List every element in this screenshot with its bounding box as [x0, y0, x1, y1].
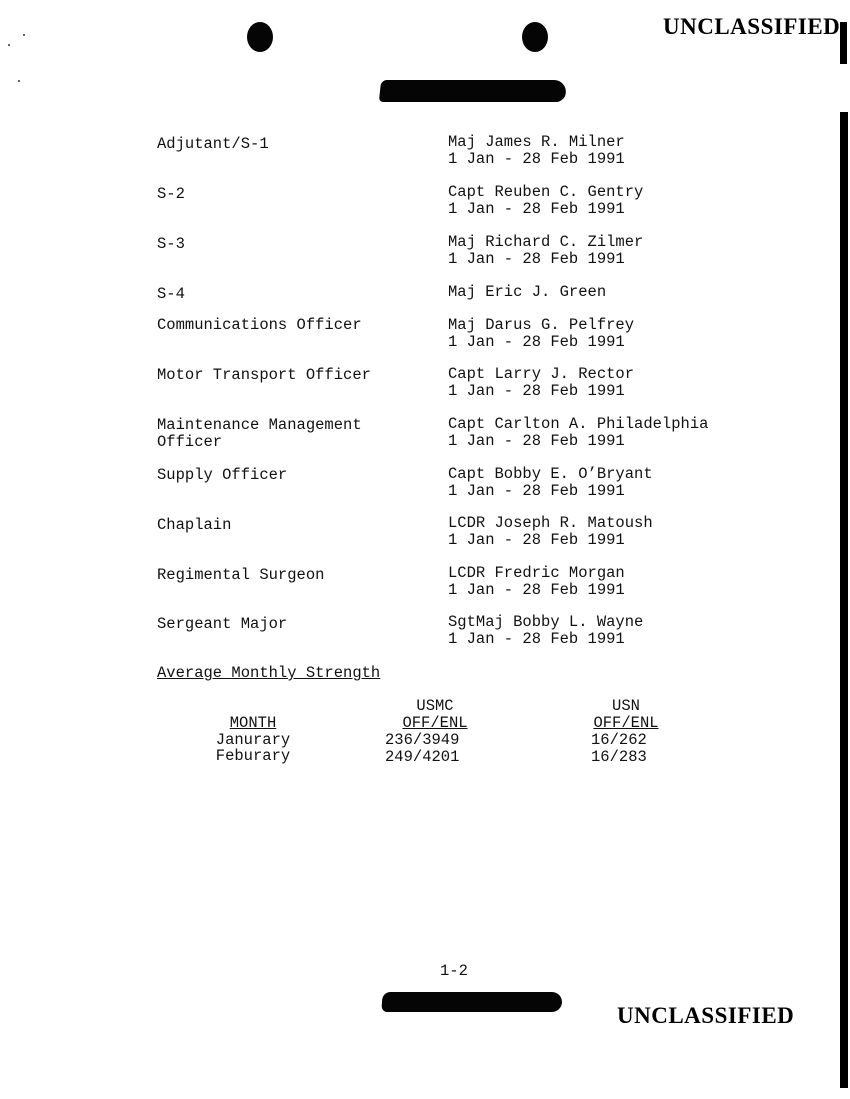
- officer-name: SgtMaj Bobby L. Wayne: [448, 613, 644, 631]
- service-period: 1 Jan - 28 Feb 1991: [448, 381, 625, 400]
- usn-column: [591, 732, 671, 765]
- service-period: 1 Jan - 28 Feb 1991: [448, 629, 625, 648]
- usmc-label: USMC: [416, 697, 454, 715]
- officer-entry: [448, 134, 768, 167]
- officer-name: Capt Bobby E. O’Bryant: [448, 465, 653, 483]
- service-period: 1 Jan - 28 Feb 1991: [448, 530, 625, 549]
- service-period: 1 Jan - 28 Feb 1991: [448, 149, 625, 168]
- officer-entry: [448, 416, 768, 449]
- officer-entry: [448, 515, 768, 548]
- officer-name: Capt Larry J. Rector: [448, 365, 635, 383]
- usn-cell: 16/262: [591, 731, 647, 749]
- scan-speck: [18, 80, 20, 82]
- officer-name: LCDR Fredric Morgan: [448, 564, 625, 582]
- officer-entry: [448, 234, 768, 267]
- usmc-column-header: [395, 698, 475, 731]
- month-cell: Janurary: [215, 730, 291, 749]
- month-cell: Feburary: [215, 747, 291, 765]
- officer-entry: [448, 565, 768, 598]
- usn-subheader: OFF/ENL: [593, 713, 659, 732]
- position-label: Maintenance Management Officer: [157, 416, 362, 451]
- officer-name: Maj Richard C. Zilmer: [448, 233, 644, 251]
- position-label: Communications Officer: [157, 316, 362, 334]
- position-label: S-2: [157, 185, 185, 203]
- officer-entry: [448, 184, 768, 217]
- service-period: 1 Jan - 28 Feb 1991: [448, 481, 625, 500]
- officer-entry: [448, 614, 768, 647]
- officer-entry: [448, 366, 768, 399]
- scan-speck: [23, 34, 25, 36]
- classification-banner-bottom: UNCLASSIFIED: [617, 1003, 795, 1028]
- officer-name: Maj James R. Milner: [448, 133, 625, 151]
- position-label: S-4: [157, 285, 185, 303]
- position-label: Chaplain: [157, 516, 232, 534]
- position-label: Regimental Surgeon: [157, 566, 325, 584]
- usn-label: USN: [612, 697, 640, 715]
- officer-name: Capt Reuben C. Gentry: [448, 183, 644, 201]
- officer-name: Capt Carlton A. Philadelphia: [448, 415, 709, 433]
- month-header: MONTH: [229, 714, 277, 732]
- usmc-column: [385, 732, 475, 765]
- position-label: Adjutant/S-1: [157, 135, 269, 153]
- punch-hole-right: [522, 22, 548, 52]
- usmc-cell: 249/4201: [385, 747, 460, 766]
- usmc-subheader: OFF/ENL: [402, 713, 468, 732]
- service-period: 1 Jan - 28 Feb 1991: [448, 199, 625, 218]
- scan-edge-bar-top: [840, 22, 847, 64]
- scan-speck: [8, 44, 10, 46]
- officer-entry: [448, 284, 768, 301]
- officer-entry: [448, 317, 768, 350]
- officer-name: LCDR Joseph R. Matoush: [448, 514, 653, 532]
- month-column: [203, 715, 303, 765]
- strength-heading: Average Monthly Strength: [157, 664, 381, 682]
- page-number: 1-2: [440, 962, 468, 980]
- officer-entry: [448, 466, 768, 499]
- position-label: S-3: [157, 235, 185, 253]
- position-label: Motor Transport Officer: [157, 366, 371, 384]
- service-period: 1 Jan - 28 Feb 1991: [448, 580, 625, 599]
- redaction-mark-top: [379, 80, 567, 102]
- redaction-mark-bottom: [381, 992, 562, 1012]
- punch-hole-left: [247, 22, 273, 52]
- scan-edge-bar-right: [840, 112, 848, 1088]
- service-period: 1 Jan - 28 Feb 1991: [448, 431, 625, 450]
- service-period: 1 Jan - 28 Feb 1991: [448, 249, 625, 268]
- position-label: Sergeant Major: [157, 615, 288, 633]
- officer-name: Maj Eric J. Green: [448, 283, 607, 301]
- usn-cell: 16/283: [591, 747, 647, 766]
- position-label: Supply Officer: [157, 466, 288, 484]
- usmc-cell: 236/3949: [385, 731, 460, 749]
- service-period: 1 Jan - 28 Feb 1991: [448, 332, 625, 351]
- classification-banner-top: UNCLASSIFIED: [663, 14, 841, 39]
- usn-column-header: [586, 698, 666, 731]
- officer-name: Maj Darus G. Pelfrey: [448, 316, 635, 334]
